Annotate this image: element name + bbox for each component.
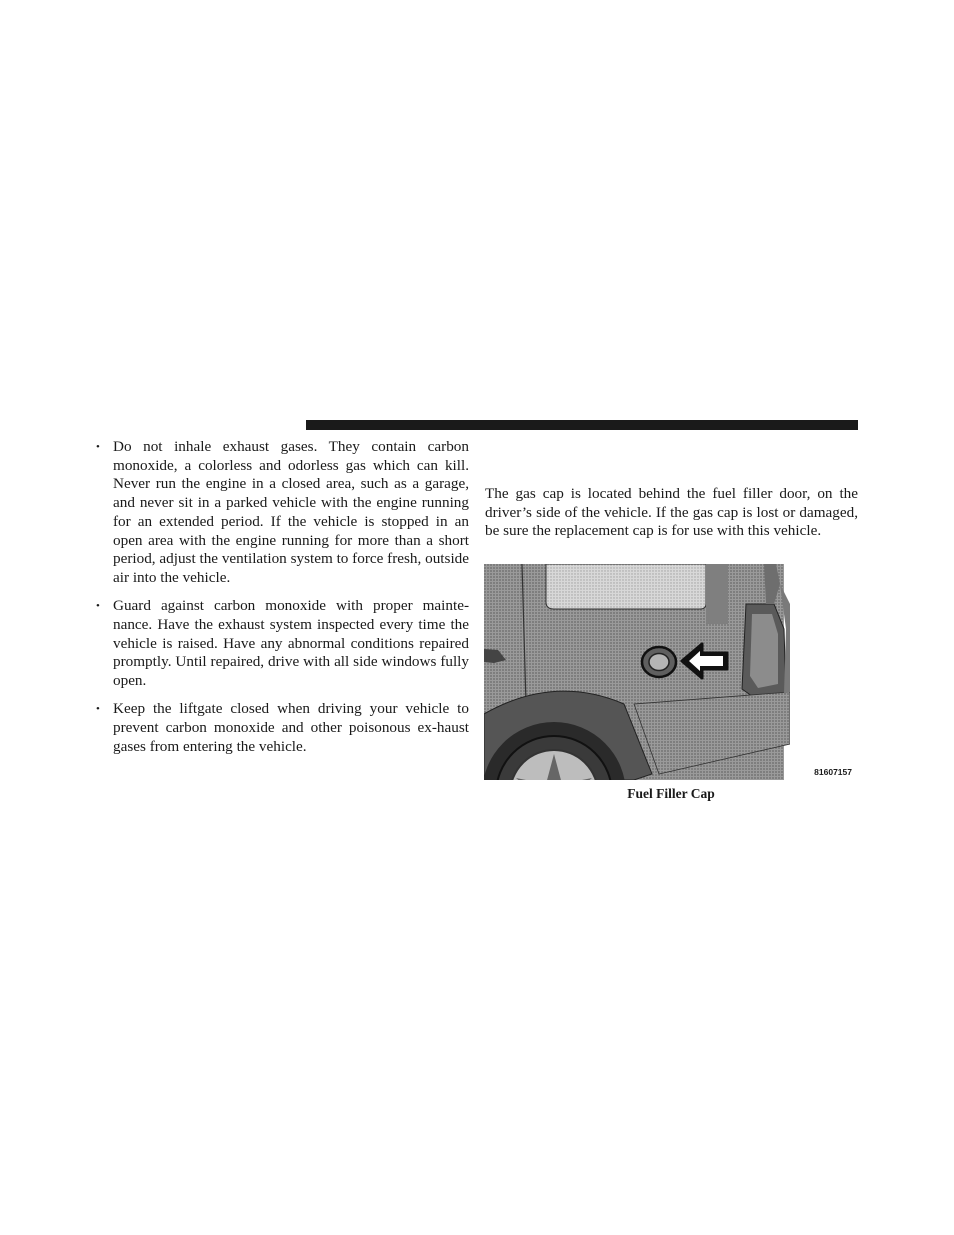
fuel-filler-cap-figure <box>484 564 858 780</box>
gas-cap-paragraph: The gas cap is located behind the fuel filler door, on the driver’s side of the vehicle. If the gas cap is lost or damaged, be sure the replacement cap is for use with this vehicle. <box>485 485 858 540</box>
vehicle-rear-quarter-illustration <box>484 564 858 780</box>
bullet-item <box>96 700 469 756</box>
bullet-text: Keep the liftgate closed when driving your vehicle to prevent carbon monoxide and other poisonous ex-haust gases from entering the vehicle. <box>113 700 469 755</box>
warning-bullets-column <box>96 438 469 766</box>
figure-code: 81607157 <box>814 767 852 777</box>
gas-cap-description <box>485 485 858 541</box>
section-header-rule <box>306 420 858 430</box>
bullet-text: Guard against carbon monoxide with proper mainte-nance. Have the exhaust system inspected every time the vehicle is raised. Have any abnormal conditions repaired promptly. Until repaired, drive with all side windows fully open. <box>113 597 469 689</box>
bullet-dot-icon: • <box>96 441 100 453</box>
bullet-dot-icon: • <box>96 600 100 613</box>
bullet-item <box>96 438 469 588</box>
bullet-list <box>96 438 469 756</box>
bullet-dot-icon: • <box>96 703 100 716</box>
bullet-item <box>96 597 469 691</box>
bullet-text: Do not inhale exhaust gases. They contain carbon monoxide, a colorless and odorless gas which can kill. Never run the engine in a closed area, such as a garage, and never sit in a parked vehicle with the engine running for an extended period. If the vehicle is stopped in an open area with the engine running for more than a short period, adjust the ventilation system to force fresh, outside air into the vehicle. <box>113 438 469 586</box>
figure-caption: Fuel Filler Cap <box>627 786 715 801</box>
